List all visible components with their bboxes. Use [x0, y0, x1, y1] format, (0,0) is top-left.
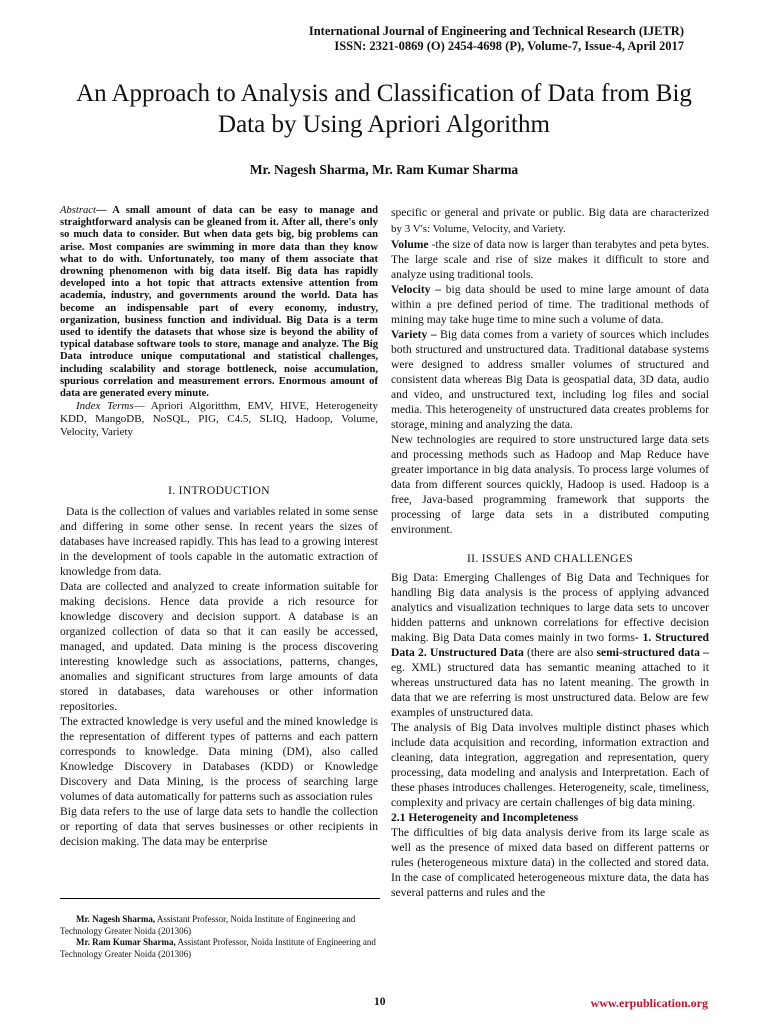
volume-label: Volume: [391, 238, 429, 251]
issues-p1-c: (there are also: [523, 646, 597, 659]
footnote-author-2-text: Assistant Professor, Noida Institute of Engineering and Technology Greater Noida (201306): [60, 937, 376, 959]
variety-label: Variety –: [391, 328, 437, 341]
intro-paragraph-4: Big data refers to the use of large data sets to handle the collection or reporting of data that serves businesses or other recipients in decision making. The data may be enterprise: [60, 805, 378, 849]
variety-text: Big data comes from a variety of sources which includes both structured and unstructured data. Traditional database systems were designed to address smaller volumes of structured and consistent data whereas Big Data is geospatial data, 3D data, audio and video, and unstructured text, including log files and social media. This heterogeneity of unstructured data creates problems for storage, mining and analyzing the data.: [391, 328, 709, 431]
technologies-paragraph: New technologies are required to store unstructured large data sets and processing methods such as Hadoop and Map Reduce have greater importance in big data analysis. To process large volumes of data from different sources quickly, Hadoop is used. Hadoop is a free, Java-based programming framework that supports the processing of large data sets in a distributed computing environment.: [391, 433, 709, 536]
issues-p1-e: eg. XML) structured data has semantic meaning attached to it whereas unstructured data has no latent meaning. The growth in data that we are referring is most unstructured data. Below are few examples of unstructured data.: [391, 661, 709, 719]
issues-paragraph-2: The analysis of Big Data involves multiple distinct phases which include data acquisition and recording, information extraction and cleaning, data integration, aggregation and representation, query processing, data modeling and analysis and Interpretation. Each of these phases introduces challenges. Heterogeneity, scale, timeliness, complexity and privacy are certain challenges of big data mining.: [391, 721, 709, 809]
velocity-label: Velocity –: [391, 283, 442, 296]
right-column: [391, 205, 709, 900]
footnote-author-1-text: Assistant Professor, Noida Institute of Engineering and Technology Greater Noida (201306): [60, 914, 356, 936]
velocity-paragraph: [391, 282, 709, 327]
bigdata-intro-a: specific or general and private or public. Big data are: [391, 206, 647, 219]
footnote-author-1: [60, 914, 380, 937]
volume-paragraph: [391, 237, 709, 282]
journal-issn: ISSN: 2321-0869 (O) 2454-4698 (P), Volume-7, Issue-4, April 2017: [334, 39, 684, 53]
velocity-text: big data should be used to mine large amount of data within a pre defined period of time. The traditional methods of mining may take huge time to mine such a volume of data.: [391, 283, 709, 326]
index-terms-label: Index Terms: [76, 400, 134, 413]
paper-authors: Mr. Nagesh Sharma, Mr. Ram Kumar Sharma: [249, 162, 519, 177]
volume-text: -the size of data now is larger than terabytes and peta bytes. The large scale and rise of size makes it difficult to store and analyze using traditional tools.: [391, 238, 709, 281]
issues-paragraph-1: [391, 570, 709, 720]
footnote-author-1-name: Mr. Nagesh Sharma,: [76, 914, 156, 924]
bigdata-intro-b: characterized by 3 V's: Volume, Velocity, and Variety.: [391, 207, 709, 235]
page-number: 10: [374, 996, 386, 1008]
journal-name: International Journal of Engineering and Technical Research (IJETR): [308, 24, 684, 38]
bigdata-intro-paragraph: [391, 205, 709, 237]
intro-paragraph-1: Data is the collection of values and variables related in some sense and differing in some other sense. In recent years the sizes of databases have increased rapidly. This has lead to a growing interest in the development of tools capable in the automatic extraction of knowledge from data.: [60, 505, 378, 579]
abstract-text: — A small amount of data can be easy to manage and straightforward analysis can be gleaned from it. After all, there's only so much data to consider. But when data gets big, big problems can arise. Most companies are swimming in more data than they know what to do with. Unfortunately, too many of them associate that drowning phenomenon with big data itself. Big data has rapidly developed into a hot topic that attracts extensive attention from academia, industry, and governments around the world. Data has become an indispensable part of every economy, industry, organization, business function and individual. Big Data is a term used to identify the datasets that whose size is beyond the ability of typical database software tools to store, manage and analyze. The Big Data introduce unique computational and statistical challenges, including scalability and storage bottleneck, noise accumulation, spurious correlation and measurement errors. Enormous amount of data are generated every minute.: [60, 205, 378, 400]
abstract: [60, 205, 378, 400]
journal-header: [309, 24, 684, 54]
abstract-label: Abstract: [60, 205, 96, 216]
intro-paragraph-2: Data are collected and analyzed to create information suitable for making decisions. Hence data provide a rich resource for knowledge discovery and decision support. A database is an organized collection of data so that it can easily be accessed, managed, and updated. Data mining is the process discovering interesting knowledge such as associations, patterns, changes, anomalies and significant structures from large amounts of data stored in databases, data warehouses or other information repositories.: [60, 580, 378, 714]
variety-paragraph: [391, 327, 709, 432]
intro-paragraph-3: The extracted knowledge is very useful and the mined knowledge is the representation of different types of patterns and each pattern corresponds to knowledge. Data mining (DM), also called Knowledge Discovery in Databases (KDD) or Knowledge Discovery and Data Mining, is the process of searching large volumes of data automatically for patterns such as association rules: [60, 715, 378, 804]
subsection-heading-heterogeneity: 2.1 Heterogeneity and Incompleteness: [391, 811, 579, 824]
section-heading-introduction: I. INTRODUCTION: [168, 484, 270, 498]
author-footnotes: [60, 914, 380, 960]
issues-p1-semi: semi-structured data –: [596, 646, 709, 659]
publisher-website[interactable]: www.erpublication.org: [590, 996, 708, 1010]
paper-title: An Approach to Analysis and Classification of Data from Big Data by Using Apriori Algorithm: [76, 80, 692, 138]
footnote-author-2-name: Mr. Ram Kumar Sharma,: [76, 937, 176, 947]
footnote-author-2: [60, 937, 380, 960]
issues-p1-a: Big Data: Emerging Challenges of Big Data and Techniques for handling Big data analysis is the process of applying advanced analytics and visualization techniques to large data sets to uncover hidden patterns and unknown correlations for effective decision making. Big Data Data comes mainly in two forms: [391, 571, 709, 644]
issues-p1-forms: - 1. Structured Data 2. Unstructured Data: [391, 631, 709, 659]
issues-paragraph-3: The difficulties of big data analysis derive from its large scale as well as the presence of mixed data based on different patterns or rules (heterogeneous mixture data) in the collected and stored data. In the case of complicated heterogeneous mixture data, the data has several patterns and rules and the: [391, 826, 709, 899]
section-heading-issues: II. ISSUES AND CHALLENGES: [467, 552, 633, 565]
index-terms: [60, 400, 378, 439]
left-column: [60, 205, 378, 849]
footnote-rule: [60, 898, 380, 899]
index-terms-text: — Apriori Algoritthm, EMV, HIVE, Heterogeneity KDD, MangoDB, NoSQL, PIG, C4.5, SLIQ, Hadoop, Volume, Velocity, Variety: [60, 400, 378, 439]
